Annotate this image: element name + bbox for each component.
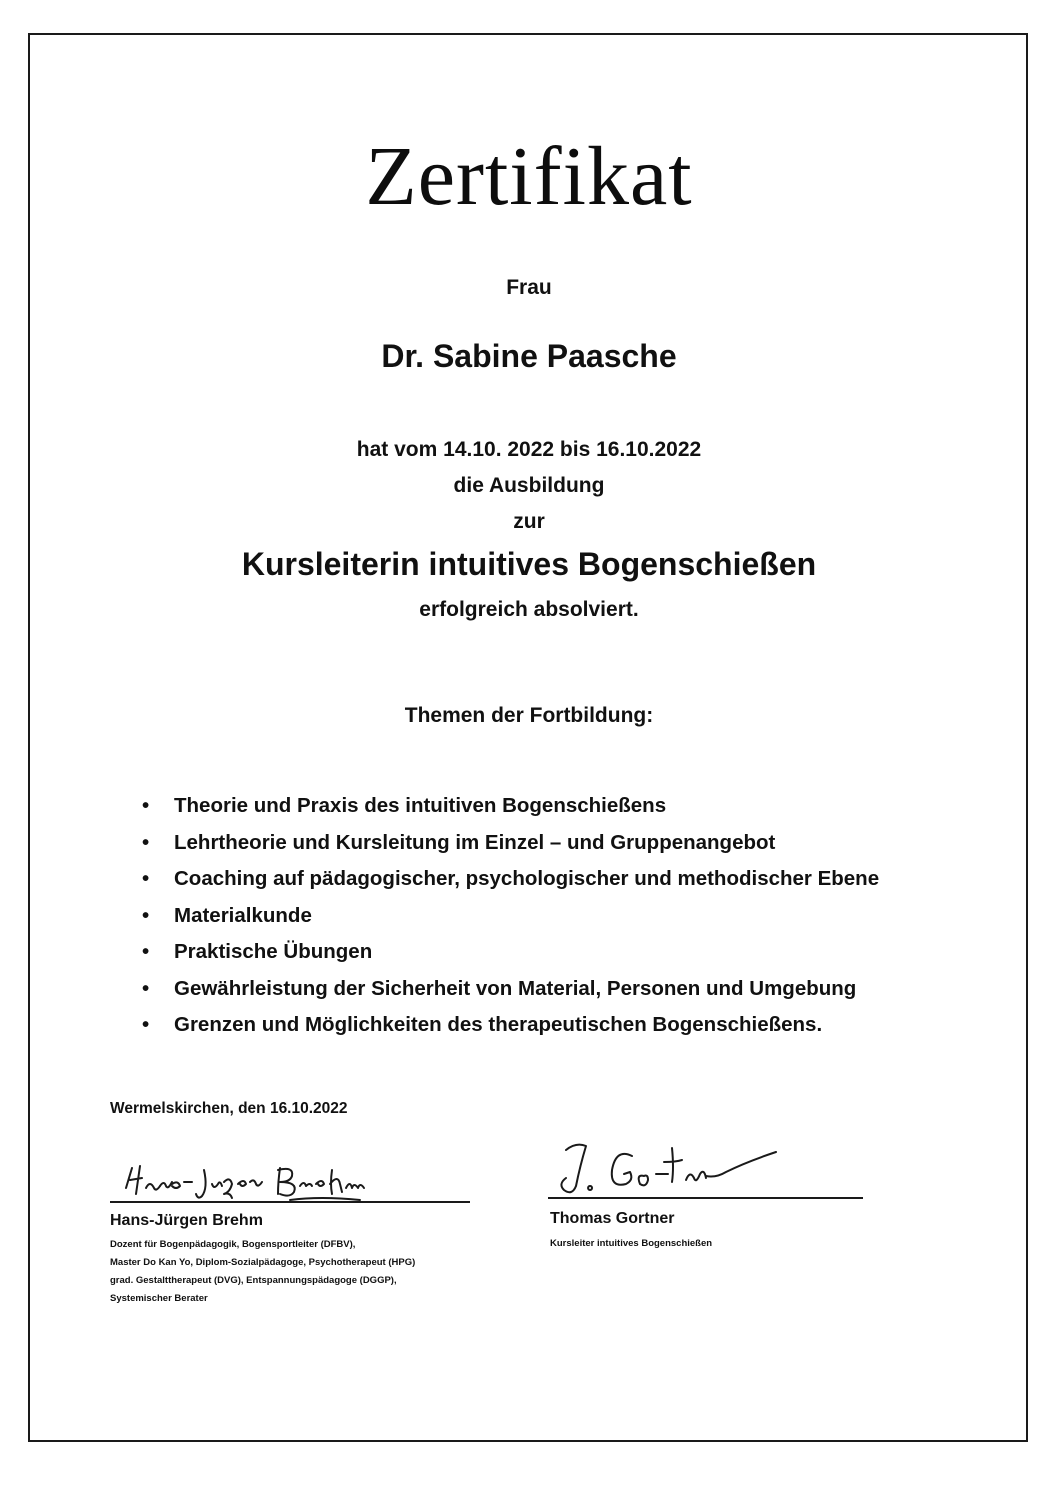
topic-text: Theorie und Praxis des intuitiven Bogenschießens <box>174 794 667 817</box>
topic-text: Materialkunde <box>174 903 312 927</box>
recipient-name: Dr. Sabine Paasche <box>381 338 677 374</box>
list-item <box>140 934 879 971</box>
signature-line <box>548 1197 863 1199</box>
certificate-border <box>28 33 1028 1442</box>
date-range-text: hat vom 14.10. 2022 bis 16.10.2022 <box>356 438 702 461</box>
bullet-icon: • <box>142 830 150 854</box>
list-item <box>140 971 879 1008</box>
description-line: Systemischer Berater <box>110 1293 208 1304</box>
description-line: Master Do Kan Yo, Diplom-Sozialpädagoge, Psychotherapeut (HPG) <box>110 1257 416 1268</box>
topic-text: Praktische Übungen <box>174 940 373 963</box>
signature-line <box>110 1201 470 1203</box>
topic-text: Coaching auf pädagogischer, psychologischer und methodischer Ebene <box>174 867 880 890</box>
salutation: Frau <box>506 276 552 299</box>
bullet-icon: • <box>142 940 150 963</box>
list-item <box>140 898 879 935</box>
course-title: Kursleiterin intuitives Bogenschießen <box>241 546 817 582</box>
signatory-name: Thomas Gortner <box>550 1210 675 1227</box>
list-item <box>140 788 879 825</box>
bullet-icon: • <box>142 1013 150 1036</box>
list-item <box>140 861 879 898</box>
completion-text: erfolgreich absolviert. <box>419 598 639 621</box>
signature-gortner <box>552 1136 792 1206</box>
signatory-name: Hans-Jürgen Brehm <box>110 1212 263 1229</box>
connector-text: zur <box>513 510 545 533</box>
description-line: Dozent für Bogenpädagogik, Bogensportleiter (DFBV), <box>110 1239 356 1250</box>
place-date: Wermelskirchen, den 16.10.2022 <box>110 1100 348 1117</box>
list-item <box>140 825 879 862</box>
description-line: Kursleiter intuitives Bogenschießen <box>550 1238 713 1249</box>
bullet-icon: • <box>142 794 150 817</box>
signatory-description <box>110 1236 530 1308</box>
signatory-description <box>550 1235 712 1253</box>
topic-text: Lehrtheorie und Kursleitung im Einzel – und Gruppenangebot <box>174 830 776 854</box>
training-text: die Ausbildung <box>453 474 605 497</box>
topic-text: Gewährleistung der Sicherheit von Material, Personen und Umgebung <box>174 976 857 1000</box>
list-item <box>140 1007 879 1044</box>
topics-heading: Themen der Fortbildung: <box>404 704 654 727</box>
bullet-icon: • <box>142 976 150 1000</box>
signature-brehm <box>120 1160 380 1206</box>
bullet-icon: • <box>142 867 150 890</box>
bullet-icon: • <box>142 903 150 927</box>
description-line: grad. Gestalttherapeut (DVG), Entspannungspädagoge (DGGP), <box>110 1275 397 1286</box>
topic-text: Grenzen und Möglichkeiten des therapeutischen Bogenschießens. <box>174 1013 823 1036</box>
topics-list <box>140 788 879 1044</box>
certificate-title: Zertifikat <box>365 130 693 223</box>
